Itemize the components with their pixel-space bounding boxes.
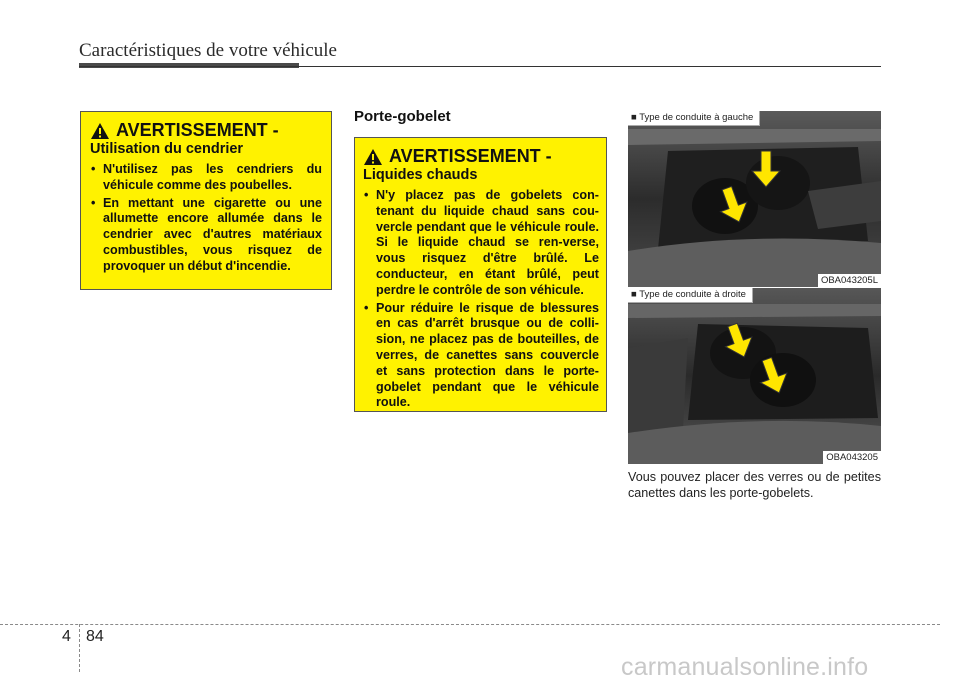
watermark: carmanualsonline.info: [621, 653, 869, 681]
warning-item: • En mettant une cigarette ou une allumette encore allumée dans le cendrier avec d'autres matériaux combustibles, vous risquez de provoquer un début d'incendie.: [90, 196, 322, 275]
warning-box-ashtray: [80, 111, 332, 290]
figure-label: ■ Type de conduite à droite: [628, 288, 753, 303]
cup-holder-photo-rhd: [628, 288, 881, 464]
cup-holder-image: [628, 288, 881, 464]
header-rule: [79, 66, 881, 67]
warning-subtitle: Liquides chauds: [363, 167, 478, 183]
warning-triangle-icon: [90, 122, 110, 140]
figure-label: ■ Type de conduite à gauche: [628, 111, 760, 126]
figure-code: OBA043205L: [818, 274, 881, 287]
cup-holder-photo-lhd: [628, 111, 881, 287]
warning-list: [363, 188, 599, 411]
warning-heading: [363, 146, 599, 167]
page-number: 84: [86, 628, 104, 645]
footer-rule: [0, 624, 940, 625]
cup-holder-image: [628, 111, 881, 287]
chapter-number: 4: [62, 628, 71, 645]
warning-triangle-icon: [363, 148, 383, 166]
section-title: Porte-gobelet: [354, 108, 451, 125]
warning-item: • Pour réduire le risque de blessures en cas d'arrêt brusque ou de colli-sion, ne placez pas de bouteilles, de verres, de canettes sans couvercle et sans protection dans le porte-gobelet pendant que le véhicule roule.: [363, 301, 599, 412]
warning-item: • N'utilisez pas les cendriers du véhicule comme des poubelles.: [90, 162, 322, 194]
warning-title: AVERTISSEMENT -: [389, 146, 552, 166]
body-paragraph: Vous pouvez placer des verres ou de petites canettes dans les porte-gobelets.: [628, 470, 881, 500]
warning-heading: [90, 120, 322, 141]
figure-code: OBA043205: [823, 451, 881, 464]
warning-item: • N'y placez pas de gobelets con-tenant du liquide chaud sans cou-vercle pendant que le véhicule roule. Si le liquide chaud se ren-verse, vous risquez d'être brûlé. Le conducteur, en étant brûlé, peut perdre le contrôle de son véhicule.: [363, 188, 599, 299]
warning-list: [90, 162, 322, 275]
page-header-title: Caractéristiques de votre véhicule: [79, 40, 337, 61]
warning-title: AVERTISSEMENT -: [116, 120, 279, 140]
warning-subtitle: Utilisation du cendrier: [90, 141, 244, 157]
footer-divider: [79, 624, 80, 672]
warning-box-hot-liquids: [354, 137, 607, 412]
